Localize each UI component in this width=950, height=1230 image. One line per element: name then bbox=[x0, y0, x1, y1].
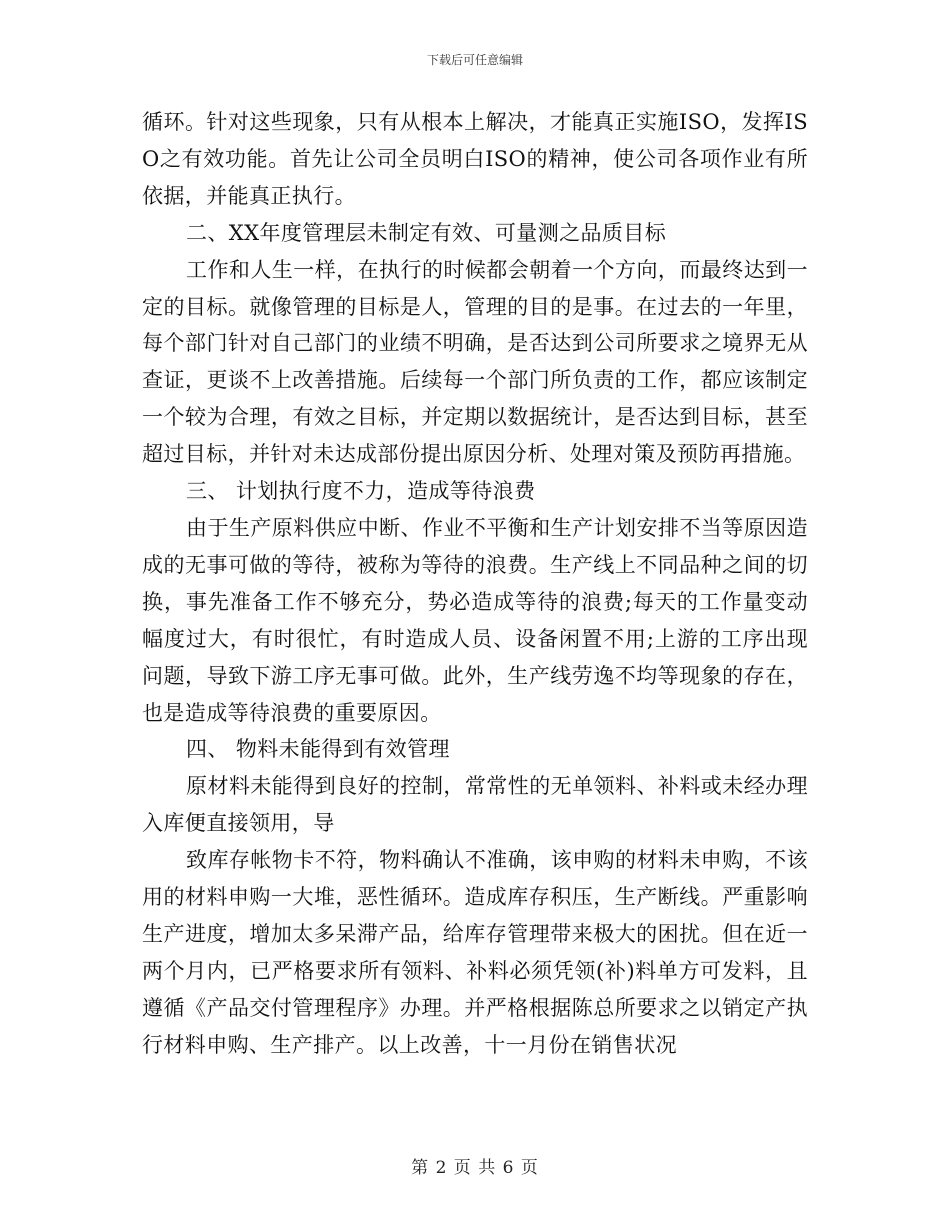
paragraph-4b: 致库存帐物卡不符，物料确认不准确，该申购的材料未申购，不该用的材料申购一大堆，恶性循环。造成库存积压，生产断线。严重影响生产进度，增加太多呆滞产品，给库存管理带来极大的困扰。但在近一两个月内，已严格要求所有领料、补料必须凭领(补)料单方可发料，且遵循《产品交付管理程序》办理。并严格根据陈总所要求之以销定产执行材料申购、生产排产。以上改善，十一月份在销售状况 bbox=[142, 848, 808, 1057]
paragraph-4a: 原材料未能得到良好的控制，常常性的无单领料、补料或未经办理入库便直接领用，导 bbox=[142, 774, 808, 836]
heading-section-2: 二、XX年度管理层未制定有效、可量测之品质目标 bbox=[186, 220, 667, 245]
heading-section-3: 三、 计划执行度不力，造成等待浪费 bbox=[186, 479, 536, 504]
page-number: 第 2 页 共 6 页 bbox=[411, 1158, 539, 1178]
heading-section-4: 四、 物料未能得到有效管理 bbox=[186, 737, 450, 762]
paragraph-1: 循环。针对这些现象，只有从根本上解决，才能真正实施ISO，发挥ISO之有效功能。首先让公司全员明白ISO的精神，使公司各项作业有所依据，并能真正执行。 bbox=[142, 110, 808, 208]
paragraph-3: 由于生产原料供应中断、作业不平衡和生产计划安排不当等原因造成的无事可做的等待，被称为等待的浪费。生产线上不同品种之间的切换，事先准备工作不够充分，势必造成等待的浪费;每天的工作量变动幅度过大，有时很忙，有时造成人员、设备闲置不用;上游的工序出现问题，导致下游工序无事可做。此外，生产线劳逸不均等现象的存在，也是造成等待浪费的重要原因。 bbox=[142, 515, 808, 725]
download-note: 下载后可任意编辑 bbox=[426, 53, 523, 67]
document-body bbox=[142, 104, 808, 1064]
paragraph-2: 工作和人生一样，在执行的时候都会朝着一个方向，而最终达到一定的目标。就像管理的目标是人，管理的目的是事。在过去的一年里，每个部门针对自己部门的业绩不明确，是否达到公司所要求之境界无从查证，更谈不上改善措施。后续每一个部门所负责的工作，都应该制定一个较为合理，有效之目标，并定期以数据统计，是否达到目标，甚至超过目标，并针对未达成部份提出原因分析、处理对策及预防再措施。 bbox=[142, 257, 808, 467]
